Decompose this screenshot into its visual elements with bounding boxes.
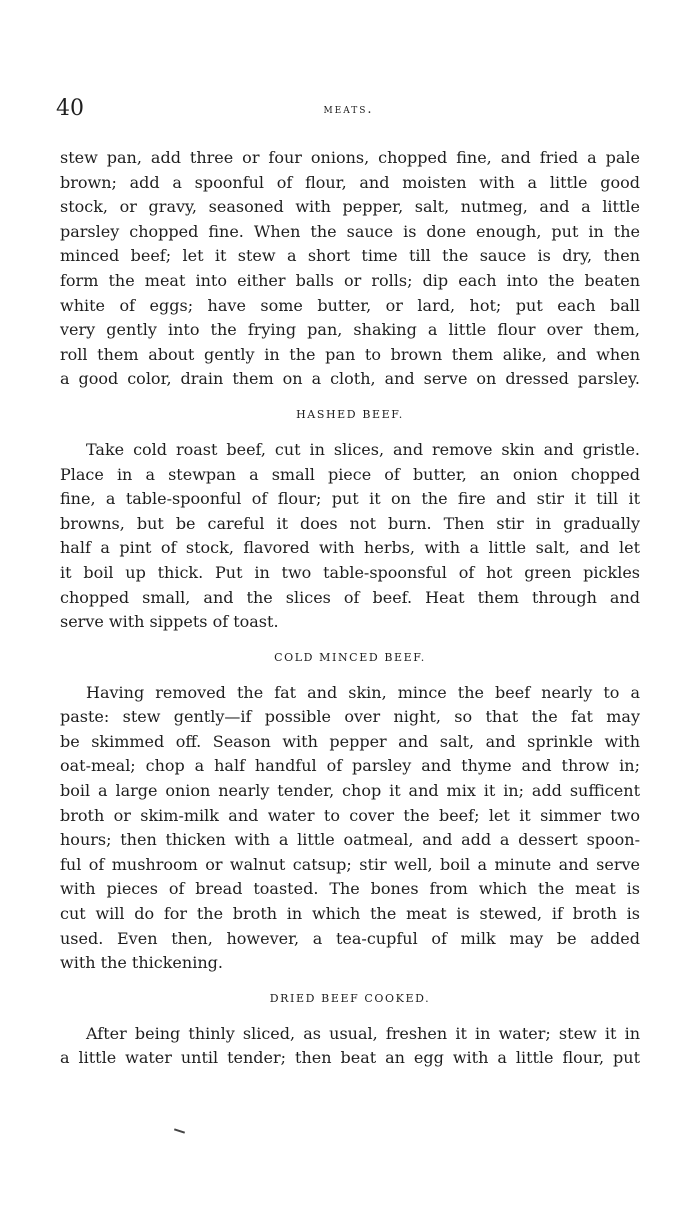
text-line: browns, but be careful it does not burn. Then stir in gradually [60, 513, 640, 533]
text-line: be skimmed off. Season with pepper and salt, and sprinkle with [60, 731, 640, 751]
text-line: After being thinly sliced, as usual, freshen it in water; stew it in [86, 1023, 640, 1043]
paragraph-hashed-beef [60, 438, 640, 635]
text-line: with the thickening. [60, 953, 223, 973]
text-line: oat-meal; chop a half handful of parsley and thyme and throw in; [60, 756, 640, 776]
text-line: stock, or gravy, seasoned with pepper, salt, nutmeg, and a little [60, 197, 640, 217]
text-line: fine, a table-spoonful of flour; put it on the fire and stir it till it [60, 489, 640, 509]
section-heading-dried-beef-cooked: DRIED BEEF COOKED. [269, 991, 431, 1005]
text-line: Having removed the fat and skin, mince the beef nearly to a [86, 682, 640, 702]
text-line: a little water until tender; then beat an egg with a little flour, put [60, 1048, 640, 1068]
text-line: with pieces of bread toasted. The bones from which the meat is [60, 879, 640, 899]
ink-mark [174, 1128, 185, 1133]
text-line: broth or skim-milk and water to cover the beef; let it simmer two [60, 805, 640, 825]
text-line: parsley chopped fine. When the sauce is done enough, put in the [60, 221, 640, 241]
text-line: boil a large onion nearly tender, chop it and mix it in; add sufficent [60, 781, 640, 801]
text-line: white of eggs; have some butter, or lard, hot; put each ball [60, 295, 640, 315]
paragraph-continued [60, 146, 640, 392]
paragraph-dried-beef-cooked [60, 1022, 640, 1071]
text-line: very gently into the frying pan, shaking a little flour over them, [60, 320, 640, 340]
running-head: meats. [323, 102, 374, 117]
text-line: it boil up thick. Put in two table-spoonsful of hot green pickles [60, 562, 640, 582]
text-line: chopped small, and the slices of beef. Heat them through and [60, 587, 640, 607]
text-line: Take cold roast beef, cut in slices, and remove skin and gristle. [86, 439, 640, 459]
text-line: minced beef; let it stew a short time till the sauce is dry, then [60, 246, 640, 266]
section-heading-cold-minced-beef: COLD MINCED BEEF. [274, 650, 426, 664]
text-line: roll them about gently in the pan to brown them alike, and when [60, 344, 640, 364]
text-line: a good color, drain them on a cloth, and serve on dressed parsley. [60, 369, 640, 389]
text-line: used. Even then, however, a tea-cupful of milk may be added [60, 928, 640, 948]
text-line: paste: stew gently—if possible over night, so that the fat may [60, 707, 640, 727]
text-line: serve with sippets of toast. [60, 612, 279, 632]
paragraph-cold-minced-beef [60, 681, 640, 976]
text-line: brown; add a spoonful of flour, and moisten with a little good [60, 172, 640, 192]
text-line: cut will do for the broth in which the meat is stewed, if broth is [60, 904, 640, 924]
page-header [56, 96, 641, 126]
text-line: Place in a stewpan a small piece of butter, an onion chopped [60, 464, 640, 484]
text-line: stew pan, add three or four onions, chopped fine, and fried a pale [60, 148, 640, 167]
text-line: ful of mushroom or walnut catsup; stir well, boil a minute and serve [60, 854, 640, 874]
text-line: form the meat into either balls or rolls; dip each into the beaten [60, 270, 640, 290]
text-line: half a pint of stock, flavored with herbs, with a little salt, and let [60, 538, 640, 558]
text-line: hours; then thicken with a little oatmeal, and add a dessert spoon- [60, 830, 640, 850]
body-text [60, 146, 640, 1071]
page-number: 40 [56, 96, 84, 121]
section-heading-hashed-beef: HASHED BEEF. [296, 407, 404, 421]
